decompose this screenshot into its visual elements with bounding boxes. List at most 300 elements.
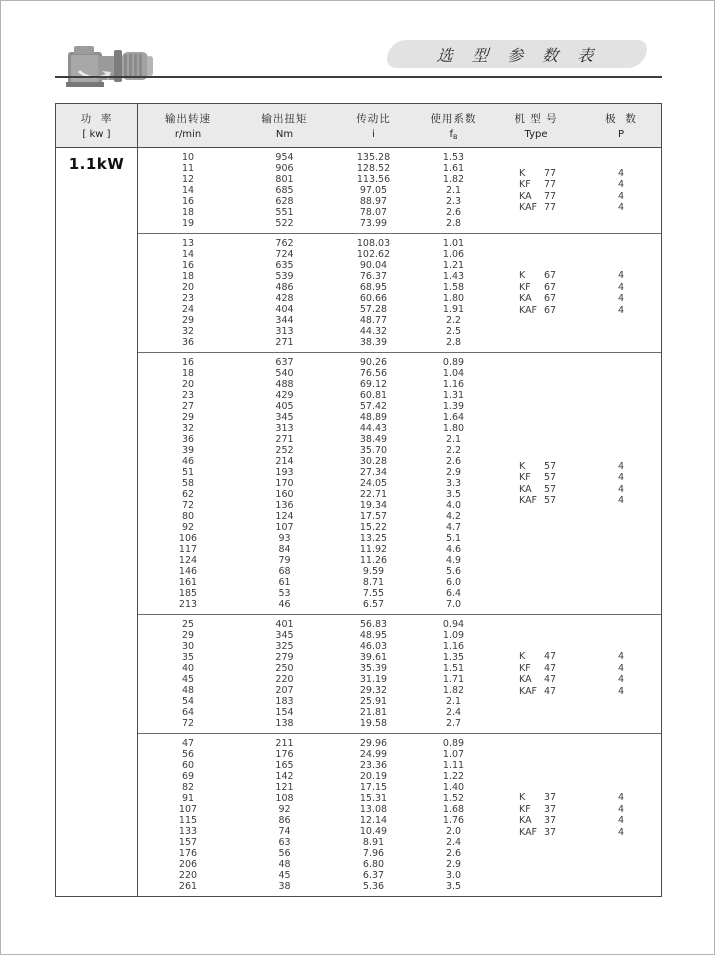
cell-ratio: 35.70 — [359, 445, 388, 456]
cell-speed: 107 — [178, 804, 198, 815]
model-row — [491, 168, 661, 180]
cell-torque: 61 — [278, 577, 291, 588]
model-poles: 4 — [617, 293, 625, 304]
cell-factor: 3.5 — [445, 881, 462, 892]
cell-ratio: 15.22 — [359, 522, 388, 533]
cell-ratio: 78.07 — [359, 207, 388, 218]
table-row — [138, 249, 661, 260]
cell-torque: 38 — [278, 881, 291, 892]
cell-speed: 176 — [178, 848, 198, 859]
model-size: 37 — [544, 792, 557, 803]
title-banner — [383, 40, 650, 68]
cell-ratio: 38.39 — [359, 337, 388, 348]
cell-torque: 92 — [278, 804, 291, 815]
cell-ratio: 20.19 — [359, 771, 388, 782]
cell-ratio: 8.71 — [362, 577, 385, 588]
cell-ratio: 97.05 — [359, 185, 388, 196]
cell-factor: 1.91 — [442, 304, 465, 315]
cell-ratio: 31.19 — [359, 674, 388, 685]
cell-speed: 72 — [181, 500, 195, 511]
cell-factor: 2.4 — [445, 837, 462, 848]
cell-factor: 1.82 — [442, 174, 465, 185]
model-poles: 4 — [617, 179, 625, 190]
cell-speed: 16 — [181, 357, 195, 368]
model-poles: 4 — [617, 674, 625, 685]
model-block — [491, 651, 661, 697]
cell-factor: 2.9 — [445, 859, 462, 870]
model-row — [491, 179, 661, 191]
model-series: KA — [519, 483, 532, 495]
model-size: 57 — [544, 495, 557, 506]
cell-speed: 54 — [181, 696, 195, 707]
model-size: 77 — [544, 179, 557, 190]
cell-torque: 86 — [278, 815, 291, 826]
model-size: 77 — [544, 202, 557, 213]
cell-ratio: 19.58 — [359, 718, 388, 729]
model-row — [491, 686, 661, 698]
table-row — [138, 749, 661, 760]
cell-torque: 250 — [275, 663, 294, 674]
cell-torque: 138 — [275, 718, 294, 729]
col-header-type: 机 型 号 Type — [514, 113, 558, 140]
cell-speed: 46 — [181, 456, 195, 467]
model-name — [491, 827, 581, 839]
table-row — [138, 718, 661, 729]
model-series: KAF — [519, 495, 538, 506]
cell-ratio: 21.81 — [359, 707, 388, 718]
model-row — [491, 202, 661, 214]
model-row — [491, 484, 661, 496]
table-row — [138, 870, 661, 881]
model-row — [491, 815, 661, 827]
model-name — [491, 202, 581, 214]
model-poles: 4 — [617, 483, 625, 495]
cell-speed: 133 — [178, 826, 198, 837]
cell-speed: 18 — [181, 271, 195, 282]
cell-ratio: 69.12 — [359, 379, 388, 390]
cell-torque: 124 — [275, 511, 294, 522]
cell-factor: 5.1 — [445, 533, 462, 544]
cell-speed: 56 — [181, 749, 195, 760]
cell-torque: 488 — [275, 379, 294, 390]
table-header — [56, 104, 661, 148]
cell-ratio: 90.04 — [359, 260, 388, 271]
cell-ratio: 90.26 — [359, 357, 388, 368]
power-column — [56, 148, 138, 896]
table-row — [138, 152, 661, 163]
cell-ratio: 29.96 — [359, 738, 388, 749]
cell-ratio: 108.03 — [356, 238, 391, 249]
model-row — [491, 472, 661, 484]
cell-speed: 16 — [181, 196, 195, 207]
cell-speed: 23 — [181, 293, 195, 304]
table-row — [138, 434, 661, 445]
selection-table — [55, 103, 662, 897]
table-row — [138, 859, 661, 870]
cell-ratio: 23.36 — [359, 760, 388, 771]
cell-factor: 3.3 — [445, 478, 462, 489]
cell-factor: 2.7 — [445, 718, 462, 729]
cell-speed: 24 — [181, 304, 195, 315]
model-poles: 4 — [617, 662, 625, 674]
page-title: 选 型 参 数 表 — [435, 45, 605, 65]
cell-torque: 522 — [275, 218, 294, 229]
cell-speed: 146 — [178, 566, 198, 577]
cell-speed: 185 — [178, 588, 198, 599]
cell-speed: 13 — [181, 238, 195, 249]
cell-torque: 313 — [275, 326, 294, 337]
cell-ratio: 30.28 — [359, 456, 388, 467]
table-row — [138, 630, 661, 641]
model-series: KAF — [519, 202, 538, 213]
cell-speed: 261 — [178, 881, 198, 892]
cell-ratio: 57.42 — [359, 401, 388, 412]
table-row — [138, 368, 661, 379]
model-poles: 4 — [617, 460, 625, 472]
table-row — [138, 707, 661, 718]
model-row — [491, 191, 661, 203]
cell-factor: 1.68 — [442, 804, 465, 815]
col-header-torque: 输出扭矩 Nm — [261, 113, 308, 140]
cell-torque: 428 — [275, 293, 294, 304]
cell-torque: 313 — [275, 423, 294, 434]
cell-ratio: 9.59 — [362, 566, 385, 577]
model-series: K — [519, 460, 526, 472]
model-row — [491, 270, 661, 282]
cell-speed: 18 — [181, 207, 195, 218]
model-name — [491, 461, 581, 473]
cell-torque: 136 — [275, 500, 294, 511]
cell-factor: 1.40 — [442, 782, 465, 793]
cell-speed: 58 — [181, 478, 195, 489]
cell-torque: 46 — [278, 599, 291, 610]
cell-speed: 47 — [181, 738, 195, 749]
cell-factor: 1.35 — [442, 652, 465, 663]
cell-ratio: 60.81 — [359, 390, 388, 401]
table-row — [138, 390, 661, 401]
model-series: K — [519, 270, 526, 281]
cell-speed: 161 — [178, 577, 198, 588]
model-name — [491, 191, 581, 203]
cell-speed: 35 — [181, 652, 195, 663]
cell-factor: 2.6 — [445, 848, 462, 859]
cell-ratio: 10.49 — [359, 826, 388, 837]
cell-torque: 404 — [275, 304, 294, 315]
model-block — [491, 461, 661, 507]
cell-torque: 211 — [275, 738, 294, 749]
cell-torque: 183 — [275, 696, 294, 707]
cell-factor: 4.9 — [445, 555, 462, 566]
col-header-ratio: 传动比 i — [356, 113, 391, 140]
cell-factor: 3.0 — [445, 870, 462, 881]
model-series: KF — [519, 662, 531, 674]
model-row — [491, 804, 661, 816]
cell-factor: 1.11 — [442, 760, 465, 771]
model-size: 47 — [544, 651, 557, 662]
cell-ratio: 7.55 — [362, 588, 385, 599]
model-name — [491, 651, 581, 663]
model-size: 57 — [544, 483, 557, 495]
cell-ratio: 17.57 — [359, 511, 388, 522]
cell-torque: 53 — [278, 588, 291, 599]
cell-ratio: 102.62 — [356, 249, 391, 260]
cell-factor: 1.04 — [442, 368, 465, 379]
table-row — [138, 588, 661, 599]
table-row — [138, 533, 661, 544]
cell-speed: 115 — [178, 815, 198, 826]
model-poles: 4 — [617, 803, 625, 815]
cell-speed: 14 — [181, 249, 195, 260]
cell-factor: 1.01 — [442, 238, 465, 249]
cell-speed: 30 — [181, 641, 195, 652]
model-series: K — [519, 792, 526, 803]
model-size: 37 — [544, 826, 557, 838]
table-row — [138, 238, 661, 249]
cell-speed: 106 — [178, 533, 198, 544]
cell-factor: 0.89 — [442, 357, 465, 368]
cell-speed: 11 — [181, 163, 195, 174]
cell-factor: 2.5 — [445, 326, 462, 337]
cell-speed: 16 — [181, 260, 195, 271]
cell-torque: 74 — [278, 826, 291, 837]
model-name — [491, 663, 581, 675]
cell-speed: 62 — [181, 489, 195, 500]
cell-speed: 23 — [181, 390, 195, 401]
table-row — [138, 423, 661, 434]
cell-torque: 539 — [275, 271, 294, 282]
cell-speed: 27 — [181, 401, 195, 412]
cell-factor: 2.2 — [445, 445, 462, 456]
cell-torque: 345 — [275, 412, 294, 423]
table-row — [138, 566, 661, 577]
cell-factor: 2.6 — [445, 207, 462, 218]
cell-speed: 213 — [178, 599, 198, 610]
cell-torque: 685 — [275, 185, 294, 196]
cell-factor: 1.16 — [442, 641, 465, 652]
model-size: 67 — [544, 293, 557, 304]
model-size: 77 — [544, 190, 557, 202]
cell-ratio: 128.52 — [356, 163, 391, 174]
cell-speed: 91 — [181, 793, 195, 804]
cell-torque: 252 — [275, 445, 294, 456]
cell-ratio: 68.95 — [359, 282, 388, 293]
model-poles: 4 — [617, 472, 625, 483]
cell-factor: 1.51 — [442, 663, 465, 674]
cell-factor: 1.09 — [442, 630, 465, 641]
cell-factor: 1.71 — [442, 674, 465, 685]
cell-ratio: 25.91 — [359, 696, 388, 707]
cell-factor: 2.9 — [445, 467, 462, 478]
model-name — [491, 270, 581, 282]
col-header-power: 功 率 [ kw ] — [56, 104, 138, 147]
cell-speed: 72 — [181, 718, 195, 729]
cell-torque: 84 — [278, 544, 291, 555]
model-size: 57 — [544, 460, 557, 472]
cell-ratio: 7.96 — [362, 848, 385, 859]
cell-torque: 637 — [275, 357, 294, 368]
cell-factor: 1.43 — [442, 271, 465, 282]
cell-ratio: 13.25 — [359, 533, 388, 544]
model-series: KF — [519, 179, 531, 190]
cell-speed: 14 — [181, 185, 195, 196]
model-row — [491, 495, 661, 507]
model-poles: 4 — [617, 651, 625, 662]
model-series: KF — [519, 472, 531, 483]
model-series: KAF — [519, 685, 538, 697]
model-name — [491, 179, 581, 191]
cell-speed: 36 — [181, 337, 195, 348]
model-name — [491, 792, 581, 804]
cell-factor: 0.89 — [442, 738, 465, 749]
cell-speed: 32 — [181, 326, 195, 337]
cell-factor: 2.1 — [445, 696, 462, 707]
cell-ratio: 6.80 — [362, 859, 385, 870]
cell-torque: 160 — [275, 489, 294, 500]
cell-speed: 60 — [181, 760, 195, 771]
table-row — [138, 315, 661, 326]
cell-speed: 29 — [181, 630, 195, 641]
cell-factor: 2.8 — [445, 337, 462, 348]
model-poles: 4 — [617, 281, 625, 293]
table-row — [138, 577, 661, 588]
model-row — [491, 674, 661, 686]
model-name — [491, 305, 581, 317]
model-poles: 4 — [617, 202, 625, 213]
model-series: KA — [519, 190, 532, 202]
cell-torque: 207 — [275, 685, 294, 696]
table-row — [138, 771, 661, 782]
cell-factor: 4.6 — [445, 544, 462, 555]
cell-ratio: 88.97 — [359, 196, 388, 207]
table-row — [138, 522, 661, 533]
cell-torque: 220 — [275, 674, 294, 685]
cell-ratio: 8.91 — [362, 837, 385, 848]
model-size: 47 — [544, 662, 557, 674]
cell-ratio: 6.57 — [362, 599, 385, 610]
model-name — [491, 293, 581, 305]
model-size: 47 — [544, 674, 557, 685]
model-series: KAF — [519, 826, 538, 838]
model-block — [491, 792, 661, 838]
table-row — [138, 326, 661, 337]
cell-factor: 1.64 — [442, 412, 465, 423]
cell-speed: 18 — [181, 368, 195, 379]
cell-torque: 762 — [275, 238, 294, 249]
model-poles: 4 — [617, 270, 625, 281]
model-name — [491, 282, 581, 294]
cell-speed: 92 — [181, 522, 195, 533]
cell-factor: 3.5 — [445, 489, 462, 500]
cell-factor: 1.80 — [442, 423, 465, 434]
table-row — [138, 379, 661, 390]
model-row — [491, 305, 661, 317]
cell-factor: 4.7 — [445, 522, 462, 533]
table-row — [138, 881, 661, 892]
cell-ratio: 6.37 — [362, 870, 385, 881]
cell-speed: 29 — [181, 315, 195, 326]
model-row — [491, 461, 661, 473]
cell-ratio: 44.32 — [359, 326, 388, 337]
cell-speed: 157 — [178, 837, 198, 848]
cell-speed: 64 — [181, 707, 195, 718]
cell-torque: 279 — [275, 652, 294, 663]
cell-factor: 1.16 — [442, 379, 465, 390]
table-section — [138, 148, 661, 234]
cell-speed: 25 — [181, 619, 195, 630]
cell-speed: 117 — [178, 544, 198, 555]
model-name — [491, 686, 581, 698]
cell-speed: 39 — [181, 445, 195, 456]
cell-ratio: 73.99 — [359, 218, 388, 229]
cell-torque: 345 — [275, 630, 294, 641]
model-row — [491, 663, 661, 675]
model-series: KA — [519, 293, 532, 304]
model-poles: 4 — [617, 826, 625, 838]
cell-factor: 2.8 — [445, 218, 462, 229]
cell-ratio: 135.28 — [356, 152, 391, 163]
table-row — [138, 696, 661, 707]
cell-torque: 121 — [275, 782, 294, 793]
cell-factor: 2.6 — [445, 456, 462, 467]
cell-ratio: 15.31 — [359, 793, 388, 804]
cell-torque: 401 — [275, 619, 294, 630]
cell-factor: 2.4 — [445, 707, 462, 718]
cell-torque: 551 — [275, 207, 294, 218]
cell-torque: 170 — [275, 478, 294, 489]
cell-ratio: 48.89 — [359, 412, 388, 423]
model-name — [491, 674, 581, 686]
cell-ratio: 12.14 — [359, 815, 388, 826]
cell-ratio: 44.43 — [359, 423, 388, 434]
cell-speed: 40 — [181, 663, 195, 674]
cell-factor: 4.0 — [445, 500, 462, 511]
model-poles: 4 — [617, 792, 625, 803]
model-series: KF — [519, 803, 531, 815]
cell-speed: 32 — [181, 423, 195, 434]
model-name — [491, 472, 581, 484]
model-row — [491, 651, 661, 663]
model-name — [491, 495, 581, 507]
cell-speed: 19 — [181, 218, 195, 229]
cell-torque: 193 — [275, 467, 294, 478]
cell-factor: 1.31 — [442, 390, 465, 401]
cell-speed: 36 — [181, 434, 195, 445]
cell-torque: 271 — [275, 434, 294, 445]
cell-speed: 20 — [181, 282, 195, 293]
cell-factor: 2.1 — [445, 434, 462, 445]
cell-ratio: 46.03 — [359, 641, 388, 652]
model-series: K — [519, 167, 526, 179]
model-series: KA — [519, 674, 532, 685]
model-row — [491, 827, 661, 839]
cell-torque: 79 — [278, 555, 291, 566]
cell-ratio: 35.39 — [359, 663, 388, 674]
cell-torque: 56 — [278, 848, 291, 859]
cell-factor: 1.80 — [442, 293, 465, 304]
model-size: 77 — [544, 167, 557, 179]
model-series: KA — [519, 815, 532, 826]
table-row — [138, 760, 661, 771]
model-size: 67 — [544, 270, 557, 281]
sections — [138, 148, 661, 896]
model-size: 67 — [544, 281, 557, 293]
cell-factor: 1.76 — [442, 815, 465, 826]
cell-speed: 69 — [181, 771, 195, 782]
model-row — [491, 282, 661, 294]
model-series: K — [519, 651, 526, 662]
cell-factor: 1.22 — [442, 771, 465, 782]
cell-factor: 6.4 — [445, 588, 462, 599]
